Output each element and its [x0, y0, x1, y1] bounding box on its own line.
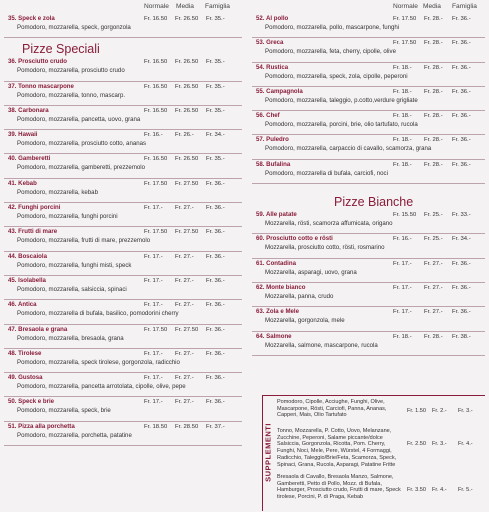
item-name: 40. Gamberetti [8, 155, 51, 163]
header-famiglia: Famiglia [205, 3, 230, 10]
item-description: Pomodoro, mozzarella, porchetta, patatine [17, 431, 132, 439]
price-normale: Fr. 17.- [144, 350, 163, 357]
supplementi-box [262, 395, 485, 511]
menu-item [0, 227, 246, 251]
section-title: Pizze Bianche [334, 195, 414, 210]
item-name: 49. Gustosa [8, 374, 43, 382]
price-media: Fr. 27.50 [175, 229, 199, 236]
row-divider [252, 355, 485, 356]
item-name: 59. Alle patate [256, 211, 297, 219]
item-name: 37. Tonno mascarpone [8, 82, 74, 90]
price-famiglia: Fr. 36.- [206, 253, 225, 260]
item-name: 53. Greca [256, 39, 284, 47]
price-normale: Fr. 18.- [393, 137, 412, 144]
row-divider [252, 183, 485, 184]
price-normale: Fr. 17.- [144, 277, 163, 284]
section-title: Pizze Speciali [22, 42, 100, 57]
supplement-row [277, 474, 483, 510]
menu-item [0, 14, 246, 38]
header-famiglia: Famiglia [452, 3, 477, 10]
item-name: 61. Contadina [256, 259, 296, 267]
item-description: Pomodoro, mozzarella, carpaccio di cavallo, scamorza, grana [265, 145, 432, 153]
price-normale: Fr. 17.- [393, 309, 412, 316]
price-famiglia: Fr. 36.- [206, 375, 225, 382]
item-description: Mozzarella, rösti, scamorza affumicata, origano [265, 220, 393, 228]
item-name: 36. Prosciutto crudo [8, 58, 67, 66]
menu-item [248, 307, 489, 331]
item-name: 57. Puledro [256, 136, 289, 144]
supplement-price-media: Fr. 2.- [432, 408, 447, 414]
item-description: Pomodoro, mozzarella, porcini, brie, olio tartufato, rucola [265, 121, 418, 129]
price-media: Fr. 26.- [175, 132, 194, 139]
supplementi-title-band [262, 396, 274, 511]
item-description: Mozzarella, gorgonzola, mele [265, 317, 345, 325]
price-media: Fr. 26.50 [175, 83, 199, 90]
menu-item [248, 14, 489, 38]
price-normale: Fr. 17.- [393, 284, 412, 291]
item-name: 52. Al pollo [256, 15, 289, 22]
price-media: Fr. 26.50 [175, 16, 199, 22]
item-description: Pomodoro, mozzarella, taleggio, p.cotto,verdure grigliate [265, 96, 418, 104]
menu-item [248, 160, 489, 184]
price-normale: Fr. 18.- [393, 64, 412, 71]
item-name: 46. Antica [8, 301, 37, 309]
price-famiglia: Fr. 35.- [206, 83, 225, 90]
price-normale: Fr. 18.50 [144, 423, 168, 430]
item-name: 38. Carbonara [8, 106, 49, 114]
item-name: 44. Boscaiola [8, 252, 47, 260]
item-description: Pomodoro, mozzarella, speck, gorgonzola [17, 24, 131, 31]
item-description: Pomodoro, mozzarella, pancetta arrotolata, cipolle, olive, pepe [17, 383, 186, 391]
price-media: Fr. 26.50 [175, 59, 199, 66]
price-normale: Fr. 18.- [393, 88, 412, 95]
price-normale: Fr. 16.50 [144, 156, 168, 163]
price-famiglia: Fr. 38.- [452, 333, 471, 340]
menu-item [0, 82, 246, 106]
item-description: Pomodoro, mozzarella di bufala, basilico, pomodorini cherry [17, 310, 179, 318]
price-media: Fr. 28.- [424, 113, 443, 120]
price-media: Fr. 28.- [424, 88, 443, 95]
item-description: Pomodoro, mozzarella, funghi misti, speck [17, 261, 132, 269]
price-famiglia: Fr. 36.- [452, 113, 471, 120]
price-normale: Fr. 17.50 [144, 180, 168, 187]
price-media: Fr. 25.- [424, 236, 443, 243]
price-media: Fr. 27.- [175, 277, 194, 284]
supplementi-title: SUPPLEMENTI [263, 423, 273, 482]
item-description: Mozzarella, prosciutto cotto, rösti, rosmarino [265, 244, 385, 252]
supplement-price-famiglia: Fr. 5.- [458, 487, 473, 493]
price-media: Fr. 27.50 [175, 326, 199, 333]
price-normale: Fr. 18.- [393, 333, 412, 340]
menu-item [0, 203, 246, 227]
price-media: Fr. 25.- [424, 212, 443, 219]
price-famiglia: Fr. 35.- [206, 107, 225, 114]
price-media: Fr. 28.50 [175, 423, 199, 430]
menu-item [0, 57, 246, 81]
price-normale: Fr. 17.- [144, 375, 163, 382]
price-normale: Fr. 17.50 [393, 16, 417, 22]
menu-item [0, 252, 246, 276]
price-famiglia: Fr. 36.- [452, 161, 471, 168]
item-name: 63. Zola e Mele [256, 308, 300, 316]
right-column [248, 0, 489, 356]
menu-item [248, 283, 489, 307]
left-column [0, 0, 246, 446]
price-famiglia: Fr. 36.- [452, 137, 471, 144]
item-description: Pomodoro, mozzarella, pollo, mascarpone, funghi [265, 24, 400, 31]
price-media: Fr. 27.- [424, 260, 443, 267]
price-normale: Fr. 16.50 [144, 107, 168, 114]
price-famiglia: Fr. 35.- [206, 16, 225, 22]
price-media: Fr. 28.- [424, 40, 443, 47]
menu-item [0, 325, 246, 349]
price-famiglia: Fr. 36.- [206, 229, 225, 236]
item-description: Pomodoro, mozzarella, kebab [17, 188, 98, 196]
item-description: Pomodoro, mozzarella, frutti di mare, prezzemolo [17, 237, 151, 245]
menu-item [248, 111, 489, 135]
price-famiglia: Fr. 36.- [452, 16, 471, 22]
supplement-row [277, 399, 483, 427]
item-description: Mozzarella, panna, crudo [265, 292, 334, 300]
menu-item [248, 332, 489, 356]
menu-item [248, 259, 489, 283]
item-name: 43. Frutti di mare [8, 228, 58, 236]
price-normale: Fr. 16.- [144, 132, 163, 139]
price-media: Fr. 27.- [175, 253, 194, 260]
item-name: 50. Speck e brie [8, 398, 55, 406]
menu-item [248, 87, 489, 111]
item-name: 56. Chef [256, 112, 280, 120]
item-name: 54. Rustica [256, 63, 289, 71]
price-famiglia: Fr. 35.- [206, 156, 225, 163]
item-description: Mozzarella, salmone, mascarpone, rucola [265, 341, 378, 349]
price-normale: Fr. 17.- [144, 205, 163, 212]
item-description: Pomodoro, mozzarella, funghi porcini [17, 213, 118, 221]
price-media: Fr. 27.- [175, 205, 194, 212]
menu-item [0, 300, 246, 324]
menu-item [248, 234, 489, 258]
price-normale: Fr. 17.50 [144, 326, 168, 333]
price-media: Fr. 26.50 [175, 107, 199, 114]
price-normale: Fr. 16.50 [144, 16, 168, 22]
price-media: Fr. 27.- [175, 375, 194, 382]
supplement-list: Tonno, Mozzarella, P. Cotto, Uovo, Melanzane, Zucchine, Peperoni, Salame piccante/dolce Salsiccia, Gorgonzola, Ricotta, Pom. Cherry, Funghi, Noci, Mele, Pere, Würstel, 4 Formaggi, Radicchio, Taleggio/Brie/Feta, Scamorza, Speck, Spinaci, Grana, Rucola, Asparagi, Patatine Fritte [277, 428, 397, 468]
price-media: Fr. 27.- [175, 350, 194, 357]
price-famiglia: Fr. 36.- [206, 277, 225, 284]
menu-item [248, 38, 489, 62]
item-description: Pomodoro, mozzarella, prosciutto crudo [17, 67, 125, 75]
supplement-price-normale: Fr. 3.50 [407, 487, 426, 493]
price-media: Fr. 28.- [424, 16, 443, 22]
item-description: Pomodoro, mozzarella, speck tirolese, gorgonzola, radicchio [17, 358, 180, 366]
supplement-row [277, 428, 483, 472]
price-famiglia: Fr. 36.- [452, 309, 471, 316]
menu-item [0, 130, 246, 154]
item-name: 39. Hawaii [8, 131, 38, 139]
item-description: Pomodoro, mozzarella, bresaola, grana [17, 334, 124, 342]
price-famiglia: Fr. 36.- [452, 260, 471, 267]
supplement-price-media: Fr. 3.- [432, 441, 447, 447]
item-name: 42. Funghi porcini [8, 204, 61, 212]
supplement-list: Bresaola di Cavallo, Bresaola Manzo, Salmone, Gamberetti, Petto di Pollo, Mozz. di Bufala, Hamburger, Prosciutto crudo, Frutti di mare, Speck tirolese, Porcini, P. di Praga, Kebab [277, 474, 401, 501]
menu-item [0, 154, 246, 178]
price-normale: Fr. 17.- [144, 399, 163, 406]
menu-item [0, 373, 246, 397]
price-normale: Fr. 16.50 [144, 59, 168, 66]
price-header-right [248, 0, 489, 14]
item-name: 35. Speck e zola [8, 15, 55, 22]
price-media: Fr. 27.- [175, 302, 194, 309]
menu-item [0, 422, 246, 446]
price-famiglia: Fr. 36.- [206, 399, 225, 406]
header-normale: Normale [144, 3, 169, 10]
supplement-price-media: Fr. 4.- [432, 487, 447, 493]
price-normale: Fr. 17.50 [144, 229, 168, 236]
price-famiglia: Fr. 34.- [452, 236, 471, 243]
menu-item [248, 63, 489, 87]
item-description: Pomodoro, mozzarella, speck, brie [17, 407, 111, 415]
header-media: Media [176, 3, 194, 10]
price-media: Fr. 27.- [424, 284, 443, 291]
price-normale: Fr. 18.- [393, 113, 412, 120]
item-name: 48. Tirolese [8, 349, 42, 357]
item-name: 51. Pizza alla porchetta [8, 422, 75, 430]
price-media: Fr. 26.50 [175, 156, 199, 163]
row-divider [4, 445, 242, 446]
supplement-price-famiglia: Fr. 4.- [458, 441, 473, 447]
menu-item [248, 210, 489, 234]
header-normale: Normale [393, 3, 418, 10]
item-description: Pomodoro, mozzarella, prosciutto cotto, ananas [17, 140, 147, 148]
item-description: Pomodoro, mozzarella, tonno, mascarp. [17, 91, 126, 99]
header-media: Media [423, 3, 441, 10]
item-description: Pomodoro, mozzarella, feta, cherry, cipolle, olive [265, 48, 396, 56]
price-header-left [0, 0, 246, 14]
price-famiglia: Fr. 37.- [206, 423, 225, 430]
price-famiglia: Fr. 36.- [206, 205, 225, 212]
item-name: 45. Isolabella [8, 276, 46, 284]
price-famiglia: Fr. 35.- [206, 59, 225, 66]
price-normale: Fr. 16.- [393, 236, 412, 243]
price-normale: Fr. 17.- [144, 253, 163, 260]
menu-item [0, 276, 246, 300]
price-normale: Fr. 18.- [393, 161, 412, 168]
price-famiglia: Fr. 36.- [452, 64, 471, 71]
price-media: Fr. 28.- [424, 137, 443, 144]
price-famiglia: Fr. 36.- [206, 302, 225, 309]
price-famiglia: Fr. 36.- [206, 326, 225, 333]
item-description: Pomodoro, mozzarella, gamberetti, prezzemolo [17, 164, 146, 172]
price-media: Fr. 27.- [175, 399, 194, 406]
price-normale: Fr. 15.50 [393, 212, 417, 219]
price-media: Fr. 28.- [424, 64, 443, 71]
price-media: Fr. 28.- [424, 161, 443, 168]
price-famiglia: Fr. 36.- [452, 88, 471, 95]
item-name: 64. Salmone [256, 332, 292, 340]
price-famiglia: Fr. 36.- [206, 350, 225, 357]
menu-item [0, 106, 246, 130]
menu-item [0, 349, 246, 373]
item-description: Pomodoro, mozzarella di bufala, carciofi, noci [265, 169, 388, 177]
row-divider [4, 37, 242, 38]
item-description: Mozzarella, asparagi, uovo, grana [265, 268, 357, 276]
item-name: 47. Bresaola e grana [8, 325, 68, 333]
item-description: Pomodoro, mozzarella, speck, zola, cipolle, peperoni [265, 72, 408, 80]
menu-item [0, 179, 246, 203]
item-name: 41. Kebab [8, 179, 37, 187]
price-normale: Fr. 16.50 [144, 83, 168, 90]
item-name: 58. Bufalina [256, 160, 291, 168]
price-famiglia: Fr. 36.- [206, 180, 225, 187]
price-normale: Fr. 17.- [144, 302, 163, 309]
supplement-price-normale: Fr. 1.50 [407, 408, 426, 414]
item-description: Pomodoro, mozzarella, salsiccia, spinaci [17, 285, 127, 293]
price-normale: Fr. 17.50 [393, 40, 417, 47]
price-famiglia: Fr. 36.- [452, 40, 471, 47]
item-description: Pomodoro, mozzarella, pancetta, uovo, grana [17, 115, 141, 123]
supplement-price-normale: Fr. 2.50 [407, 441, 426, 447]
menu-item [0, 397, 246, 421]
item-name: 60. Prosciutto cotto e rösti [256, 235, 333, 243]
supplement-list: Pomodoro, Cipolle, Acciughe, Funghi, Olive, Mascarpone, Rösti, Carciofi, Panna, Ananas, Capperi, Mais, Olio Tartufato [277, 399, 387, 419]
item-name: 62. Monte bianco [256, 283, 306, 291]
price-famiglia: Fr. 36.- [452, 284, 471, 291]
menu-item [248, 135, 489, 159]
price-media: Fr. 27.50 [175, 180, 199, 187]
price-famiglia: Fr. 34.- [206, 132, 225, 139]
supplement-price-famiglia: Fr. 3.- [458, 408, 473, 414]
price-normale: Fr. 17.- [393, 260, 412, 267]
price-media: Fr. 27.- [424, 309, 443, 316]
item-name: 55. Campagnola [256, 87, 303, 95]
price-famiglia: Fr. 33.- [452, 212, 471, 219]
price-media: Fr. 28.- [424, 333, 443, 340]
